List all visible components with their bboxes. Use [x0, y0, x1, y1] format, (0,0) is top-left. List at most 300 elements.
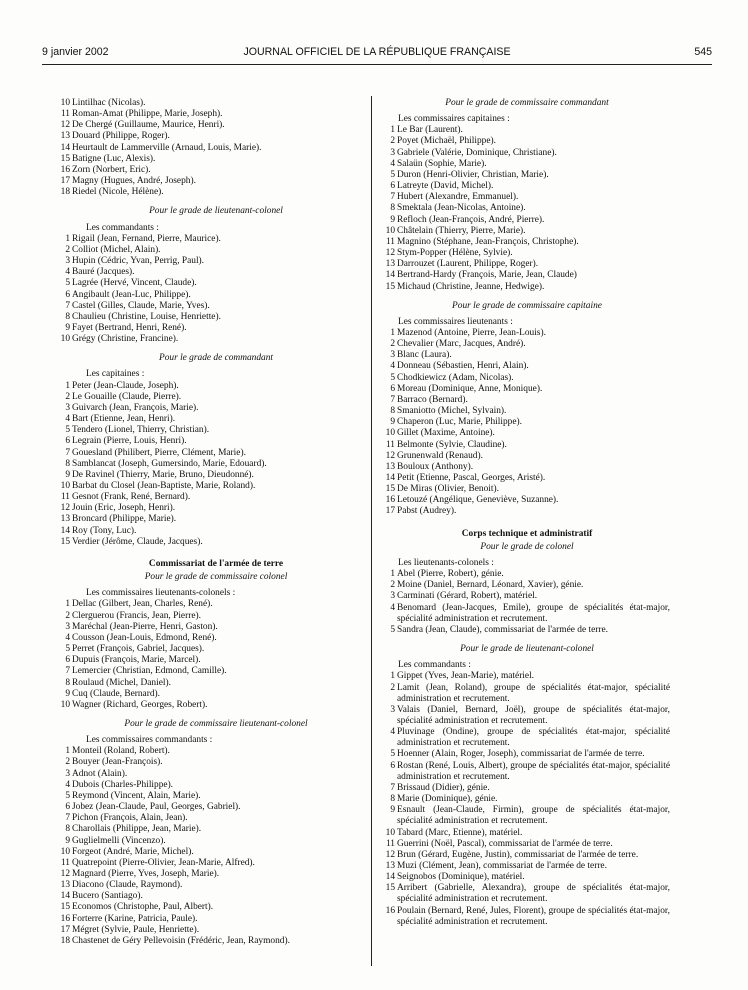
list-item: [59, 301, 360, 312]
list-item: [59, 381, 360, 392]
item-text: Chaulieu (Christine, Louise, Henriette).: [72, 311, 221, 322]
list-item: [59, 425, 360, 436]
list-item: [59, 448, 360, 459]
item-number: 5: [65, 790, 70, 801]
list-item: [59, 869, 360, 880]
list-item: [59, 143, 360, 154]
list-item: [384, 136, 670, 147]
item-text: Magny (Hugues, André, Joseph).: [72, 176, 196, 187]
item-number: 5: [390, 749, 395, 760]
item-number: 18: [60, 935, 70, 946]
list-item: [384, 417, 670, 428]
item-text: Bertrand-Hardy (François, Marie, Jean, Claude): [397, 270, 577, 281]
item-text: Maréchal (Jean-Pierre, Henri, Gaston).: [72, 621, 218, 632]
list-item: [384, 159, 670, 170]
list-item: [59, 611, 360, 622]
list-item: [384, 215, 670, 226]
item-number: 10: [60, 846, 70, 857]
item-text: Lintilhac (Nicolas).: [72, 98, 146, 108]
item-text: Mégret (Sylvie, Paule, Henriette).: [72, 924, 200, 935]
item-text: Guglielmelli (Vincenzo).: [72, 835, 166, 846]
item-text: Abel (Pierre, Robert), génie.: [397, 569, 504, 580]
item-number: 1: [65, 233, 70, 244]
list-item: [384, 883, 670, 905]
item-text: Zorn (Norbert, Eric).: [72, 164, 151, 175]
item-text: Cousson (Jean-Louis, Edmond, René).: [72, 632, 217, 643]
item-text: Peter (Jean-Claude, Joseph).: [72, 380, 179, 391]
item-text: Tendero (Lionel, Thierry, Christian).: [72, 425, 210, 436]
list-item: [59, 824, 360, 835]
header-rule: [42, 64, 712, 65]
item-text: Arribert (Gabrielle, Alexandra), groupe de spécialités état-major, spécialité administration et recrutement.: [397, 883, 670, 905]
list-item: [384, 484, 670, 495]
list-lieutenant-colonel: [60, 233, 360, 346]
item-number: 14: [60, 525, 70, 536]
list-item: [59, 459, 360, 470]
item-number: 4: [65, 414, 70, 425]
item-text: Mazenod (Antoine, Pierre, Jean-Louis).: [397, 327, 546, 338]
item-text: Gabriele (Valérie, Dominique, Christiane).: [397, 147, 557, 158]
item-number: 1: [390, 327, 395, 338]
list-item: [384, 248, 670, 259]
list-item: [384, 828, 670, 839]
list-item: [59, 131, 360, 142]
item-text: Verdier (Jérôme, Claude, Jacques).: [72, 536, 203, 547]
item-text: Rigail (Jean, Fernand, Pierre, Maurice).: [72, 233, 221, 244]
list-commissaire-colonel: [60, 599, 360, 711]
item-number: 16: [60, 164, 70, 175]
item-text: Duron (Henri-Olivier, Christian, Marie).: [397, 169, 549, 180]
list-item: [384, 350, 670, 361]
item-text: Smaniotto (Michel, Sylvain).: [397, 406, 507, 417]
list-item: [384, 569, 670, 580]
list-item: [59, 622, 360, 633]
item-text: Bouloux (Anthony).: [397, 461, 474, 472]
list-item: [59, 925, 360, 936]
header-page-number: 545: [694, 46, 712, 58]
item-text: Cuq (Claude, Bernard).: [72, 688, 160, 699]
list-item: [59, 470, 360, 481]
list-item: [384, 451, 670, 462]
item-text: Broncard (Philippe, Marie).: [72, 514, 177, 525]
list-item: [59, 98, 360, 109]
item-text: Guerrini (Noël, Pascal), commissariat de l'armée de terre.: [397, 838, 613, 849]
item-text: Economos (Christophe, Paul, Albert).: [72, 902, 214, 913]
list-item: [59, 757, 360, 768]
item-number: 3: [390, 591, 395, 602]
item-text: Samblancat (Joseph, Gumersindo, Marie, Edouard).: [72, 458, 267, 469]
item-text: Batigne (Luc, Alexis).: [72, 153, 156, 164]
item-text: Fayet (Bertrand, Henri, René).: [72, 322, 187, 333]
item-number: 12: [385, 849, 395, 860]
item-number: 2: [65, 757, 70, 768]
item-number: 11: [60, 857, 70, 868]
item-number: 6: [65, 655, 70, 666]
list-item: [384, 428, 670, 439]
list-item: [59, 769, 360, 780]
item-number: 11: [385, 439, 395, 450]
item-text: Gouesland (Philibert, Pierre, Clément, Marie).: [72, 447, 246, 458]
item-text: Gillet (Maxime, Antoine).: [397, 428, 495, 439]
item-number: 10: [60, 98, 70, 108]
item-text: Pluvinage (Ondine), groupe de spécialités état-major, spécialité administration et recrutement.: [397, 727, 670, 749]
item-number: 11: [385, 838, 395, 849]
item-text: Perret (François, Gabriel, Jacques).: [72, 644, 205, 655]
list-item: [384, 237, 670, 248]
list-item: [59, 392, 360, 403]
grade-title-lieutenant-colonel: Pour le grade de lieutenant-colonel: [149, 206, 283, 217]
item-text: Bauré (Jacques).: [72, 267, 135, 278]
item-text: Latreyte (David, Michel).: [397, 181, 494, 192]
list-item: [59, 323, 360, 334]
item-text: Barraco (Bernard).: [397, 394, 468, 405]
item-number: 8: [65, 677, 70, 688]
list-intro: Les lieutenants-colonels :: [398, 557, 494, 568]
item-number: 7: [65, 300, 70, 311]
item-text: Diacono (Claude, Raymond).: [72, 880, 183, 891]
list-item: [384, 794, 670, 805]
section-heading-corps-technique: Corps technique et administratif: [461, 528, 593, 539]
item-number: 2: [390, 580, 395, 591]
list-item: [59, 165, 360, 176]
list-item: [384, 170, 670, 181]
list-item: [59, 109, 360, 120]
item-number: 3: [390, 147, 395, 158]
item-number: 3: [65, 768, 70, 779]
list-item: [59, 290, 360, 301]
list-item: [59, 256, 360, 267]
grade-title-commissaire-lieutenant-colonel: Pour le grade de commissaire lieutenant-colonel: [124, 718, 308, 729]
list-item: [384, 805, 670, 827]
right-column: [384, 98, 670, 928]
item-number: 14: [385, 270, 395, 281]
grade-title-lieutenant-colonel-cta: Pour le grade de lieutenant-colonel: [460, 644, 594, 655]
item-number: 15: [385, 883, 395, 894]
list-item: [384, 727, 670, 749]
item-text: Darrouzet (Laurent, Philippe, Roger).: [397, 259, 539, 270]
item-number: 13: [60, 880, 70, 891]
list-item: [384, 282, 670, 293]
item-number: 5: [65, 278, 70, 289]
list-intro: Les commandants :: [86, 222, 159, 233]
item-text: Legrain (Pierre, Louis, Henri).: [72, 436, 187, 447]
item-text: Tabard (Marc, Etienne), matériel.: [397, 827, 523, 838]
item-number: 5: [390, 169, 395, 180]
list-item: [59, 234, 360, 245]
item-number: 9: [65, 469, 70, 480]
item-text: Jouin (Eric, Joseph, Henri).: [72, 503, 176, 514]
item-number: 3: [390, 350, 395, 361]
list-item: [59, 436, 360, 447]
item-text: Adnot (Alain).: [72, 768, 128, 779]
list-item: [59, 537, 360, 548]
item-text: Magnard (Pierre, Yves, Joseph, Marie).: [72, 869, 220, 879]
item-number: 13: [60, 131, 70, 142]
item-text: Dellac (Gilbert, Jean, Charles, René).: [72, 599, 213, 610]
item-text: Hoenner (Alain, Roger, Joseph), commissariat de l'armée de terre.: [397, 749, 645, 760]
list-item: [59, 847, 360, 858]
item-number: 11: [385, 236, 395, 247]
list-item: [384, 761, 670, 783]
list-item: [384, 440, 670, 451]
item-number: 10: [60, 699, 70, 710]
list-intro: Les commandants :: [398, 660, 471, 671]
list-item: [384, 749, 670, 760]
item-text: Marie (Dominique), génie.: [397, 794, 498, 805]
item-number: 13: [60, 514, 70, 525]
list-item: [384, 671, 670, 682]
item-number: 16: [385, 495, 395, 506]
list-item: [59, 526, 360, 537]
item-number: 17: [60, 924, 70, 935]
item-number: 14: [385, 473, 395, 483]
item-text: Petit (Etienne, Pascal, Georges, Aristé).: [397, 473, 546, 483]
list-item: [59, 902, 360, 913]
list-item: [384, 406, 670, 417]
list-item: [59, 403, 360, 414]
item-text: Châtelain (Thierry, Pierre, Marie).: [397, 225, 526, 236]
item-text: De Chergé (Guillaume, Maurice, Henri).: [72, 120, 225, 131]
list-item: [59, 914, 360, 925]
list-item: [384, 328, 670, 339]
item-number: 8: [390, 794, 395, 805]
list-item: [59, 492, 360, 503]
list-item: [384, 495, 670, 506]
list-item: [59, 880, 360, 891]
item-text: Bouyer (Jean-François).: [72, 757, 163, 768]
list-item: [384, 361, 670, 372]
item-text: Letouzé (Angélique, Geneviève, Suzanne).: [397, 495, 559, 506]
item-text: Roy (Tony, Luc).: [72, 525, 137, 536]
item-text: Moine (Daniel, Bernard, Léonard, Xavier), génie.: [397, 580, 584, 591]
list-item: [384, 395, 670, 406]
item-text: Heurtault de Lammerville (Arnaud, Louis, Marie).: [72, 142, 262, 153]
item-number: 8: [65, 311, 70, 322]
item-number: 18: [60, 187, 70, 198]
item-text: Donneau (Sébastien, Henri, Alain).: [397, 361, 529, 372]
item-number: 3: [65, 402, 70, 413]
list-item: [59, 334, 360, 345]
item-number: 13: [385, 259, 395, 270]
item-text: Reymond (Vincent, Alain, Marie).: [72, 790, 201, 801]
item-number: 10: [60, 334, 70, 345]
item-text: Riedel (Nicole, Hélène).: [72, 187, 164, 198]
item-text: De Miras (Olivier, Benoit).: [397, 484, 499, 495]
list-item: [59, 780, 360, 791]
list-commissaire-lieutenant-colonel: [60, 746, 360, 947]
item-number: 6: [65, 436, 70, 447]
item-text: Hupin (Cédric, Yvan, Perrig, Paul).: [72, 256, 205, 267]
grade-title-commissaire-commandant: Pour le grade de commissaire commandant: [445, 98, 609, 108]
item-number: 4: [390, 158, 395, 169]
item-number: 1: [65, 746, 70, 757]
item-text: Barbat du Closel (Jean-Baptiste, Marie, Roland).: [72, 481, 256, 491]
item-text: Wagner (Richard, Georges, Robert).: [72, 699, 208, 710]
item-number: 8: [65, 458, 70, 469]
list-lieutenant-colonel-cta: [384, 671, 670, 928]
item-number: 6: [390, 760, 395, 771]
item-number: 11: [60, 492, 70, 503]
item-number: 2: [65, 391, 70, 402]
list-item: [59, 802, 360, 813]
grade-title-commissaire-capitaine: Pour le grade de commissaire capitaine: [452, 300, 602, 311]
page-header: [42, 46, 712, 62]
item-number: 14: [60, 142, 70, 153]
item-text: Pabst (Audrey).: [397, 506, 457, 517]
list-item: [59, 245, 360, 256]
item-number: 2: [390, 682, 395, 693]
item-text: Angibault (Jean-Luc, Philippe).: [72, 289, 191, 300]
item-number: 4: [390, 602, 395, 613]
item-number: 2: [390, 339, 395, 350]
item-text: Le Gouaille (Claude, Pierre).: [72, 391, 182, 402]
item-number: 15: [60, 536, 70, 547]
item-text: Moreau (Dominique, Anne, Monique).: [397, 383, 543, 394]
list-item: [59, 633, 360, 644]
item-text: Douard (Philippe, Roger).: [72, 131, 170, 142]
item-number: 1: [65, 599, 70, 610]
item-number: 12: [60, 120, 70, 131]
list-item: [384, 339, 670, 350]
list-item: [384, 506, 670, 517]
list-commandant: [60, 380, 360, 548]
list-item: [384, 462, 670, 473]
list-item: [384, 473, 670, 484]
item-number: 13: [385, 461, 395, 472]
item-text: Le Bar (Laurent).: [397, 125, 463, 136]
item-text: Pichon (François, Alain, Jean).: [72, 813, 188, 824]
item-number: 8: [65, 824, 70, 835]
list-item: [59, 813, 360, 824]
item-text: Monteil (Roland, Robert).: [72, 746, 170, 757]
item-number: 6: [390, 383, 395, 394]
item-number: 8: [390, 203, 395, 214]
item-text: Brun (Gérard, Eugène, Justin), commissariat de l'armée de terre.: [397, 849, 639, 860]
list-item: [384, 125, 670, 136]
list-item: [384, 580, 670, 591]
item-text: Bart (Etienne, Jean, Henri).: [72, 414, 176, 425]
item-number: 1: [390, 125, 395, 136]
item-text: Lagrée (Hervé, Vincent, Claude).: [72, 278, 197, 289]
item-number: 14: [385, 872, 395, 883]
item-number: 10: [385, 827, 395, 838]
item-number: 1: [65, 380, 70, 391]
list-item: [59, 187, 360, 198]
item-number: 7: [65, 447, 70, 458]
item-number: 9: [390, 417, 395, 428]
header-date: 9 janvier 2002: [42, 46, 109, 58]
item-number: 17: [385, 506, 395, 517]
list-item: [59, 154, 360, 165]
item-number: 16: [385, 905, 395, 916]
list-item: [59, 746, 360, 757]
item-text: Sandra (Jean, Claude), commissariat de l'armée de terre.: [397, 624, 608, 635]
item-text: Rostan (René, Louis, Albert), groupe de spécialités état-major, spécialité administration et recrutement.: [397, 760, 670, 782]
item-text: Guivarch (Jean, François, Marie).: [72, 402, 199, 413]
item-number: 10: [385, 428, 395, 439]
item-number: 11: [60, 109, 70, 120]
list-item: [59, 599, 360, 610]
list-item: [384, 839, 670, 850]
list-item: [384, 906, 670, 928]
item-number: 2: [65, 610, 70, 621]
item-number: 15: [385, 281, 395, 292]
item-number: 16: [60, 913, 70, 924]
item-number: 4: [390, 361, 395, 372]
item-text: Quatrepoint (Pierre-Olivier, Jean-Marie, Alfred).: [72, 857, 255, 868]
item-text: Dubois (Charles-Philippe).: [72, 779, 174, 790]
list-item: [59, 858, 360, 869]
item-number: 9: [390, 805, 395, 816]
item-number: 5: [390, 624, 395, 635]
item-text: Forgeot (André, Marie, Michel).: [72, 846, 194, 857]
item-text: Clerguerou (Francis, Jean, Pierre).: [72, 610, 201, 621]
item-number: 9: [65, 688, 70, 699]
item-number: 5: [390, 372, 395, 383]
header-journal-title: JOURNAL OFFICIEL DE LA RÉPUBLIQUE FRANÇAISE: [243, 46, 511, 58]
list-item: [384, 259, 670, 270]
item-number: 12: [385, 248, 395, 259]
item-text: Charollais (Philippe, Jean, Marie).: [72, 824, 202, 835]
item-text: Bucero (Santiago).: [72, 891, 143, 902]
item-text: Valais (Daniel, Bernard, Joël), groupe de spécialités état-major, spécialité administration et recrutement.: [397, 704, 670, 726]
item-number: 15: [385, 484, 395, 495]
left-column: [60, 98, 360, 947]
item-number: 3: [65, 256, 70, 267]
list-colonel: [384, 569, 670, 636]
item-number: 3: [65, 621, 70, 632]
grade-title-commandant: Pour le grade de commandant: [158, 353, 274, 364]
list-item: [384, 270, 670, 281]
list-commissaire-commandant: [384, 125, 670, 292]
item-number: 13: [385, 861, 395, 871]
item-text: Colliot (Michel, Alain).: [72, 244, 161, 255]
item-number: 1: [390, 569, 395, 580]
list-commissaire-capitaine: [384, 328, 670, 518]
item-text: Smektala (Jean-Nicolas, Antoine).: [397, 203, 526, 214]
list-item: [59, 655, 360, 666]
item-text: Esnault (Jean-Claude, Firmin), groupe de spécialités état-major, spécialité administration et recrutement.: [397, 805, 670, 827]
list-item: [384, 373, 670, 384]
item-number: 12: [60, 869, 70, 879]
list-item: [59, 891, 360, 902]
item-number: 4: [390, 727, 395, 738]
item-number: 17: [60, 176, 70, 187]
item-text: Blanc (Laura).: [397, 350, 452, 361]
item-text: De Ravinel (Thierry, Marie, Bruno, Dieudonné).: [72, 469, 254, 480]
list-item: [384, 148, 670, 159]
item-number: 15: [60, 153, 70, 164]
item-number: 12: [385, 450, 395, 461]
item-text: Salaün (Sophie, Marie).: [397, 158, 487, 169]
item-number: 7: [390, 782, 395, 793]
list-item: [384, 181, 670, 192]
list-item: [59, 791, 360, 802]
list-item: [59, 836, 360, 847]
item-number: 4: [65, 779, 70, 790]
list-item: [59, 678, 360, 689]
item-text: Carminati (Gérard, Robert), matériel.: [397, 591, 538, 602]
list-item: [59, 700, 360, 711]
item-number: 10: [385, 225, 395, 236]
list-item: [384, 872, 670, 883]
item-number: 15: [60, 902, 70, 913]
item-text: Magnino (Stéphane, Jean-François, Christophe).: [397, 236, 579, 247]
section-heading-commissariat: Commissariat de l'armée de terre: [148, 558, 284, 569]
list-item: [384, 384, 670, 395]
list-item: [59, 176, 360, 187]
item-text: Jobez (Jean-Claude, Paul, Georges, Gabriel).: [72, 802, 241, 813]
